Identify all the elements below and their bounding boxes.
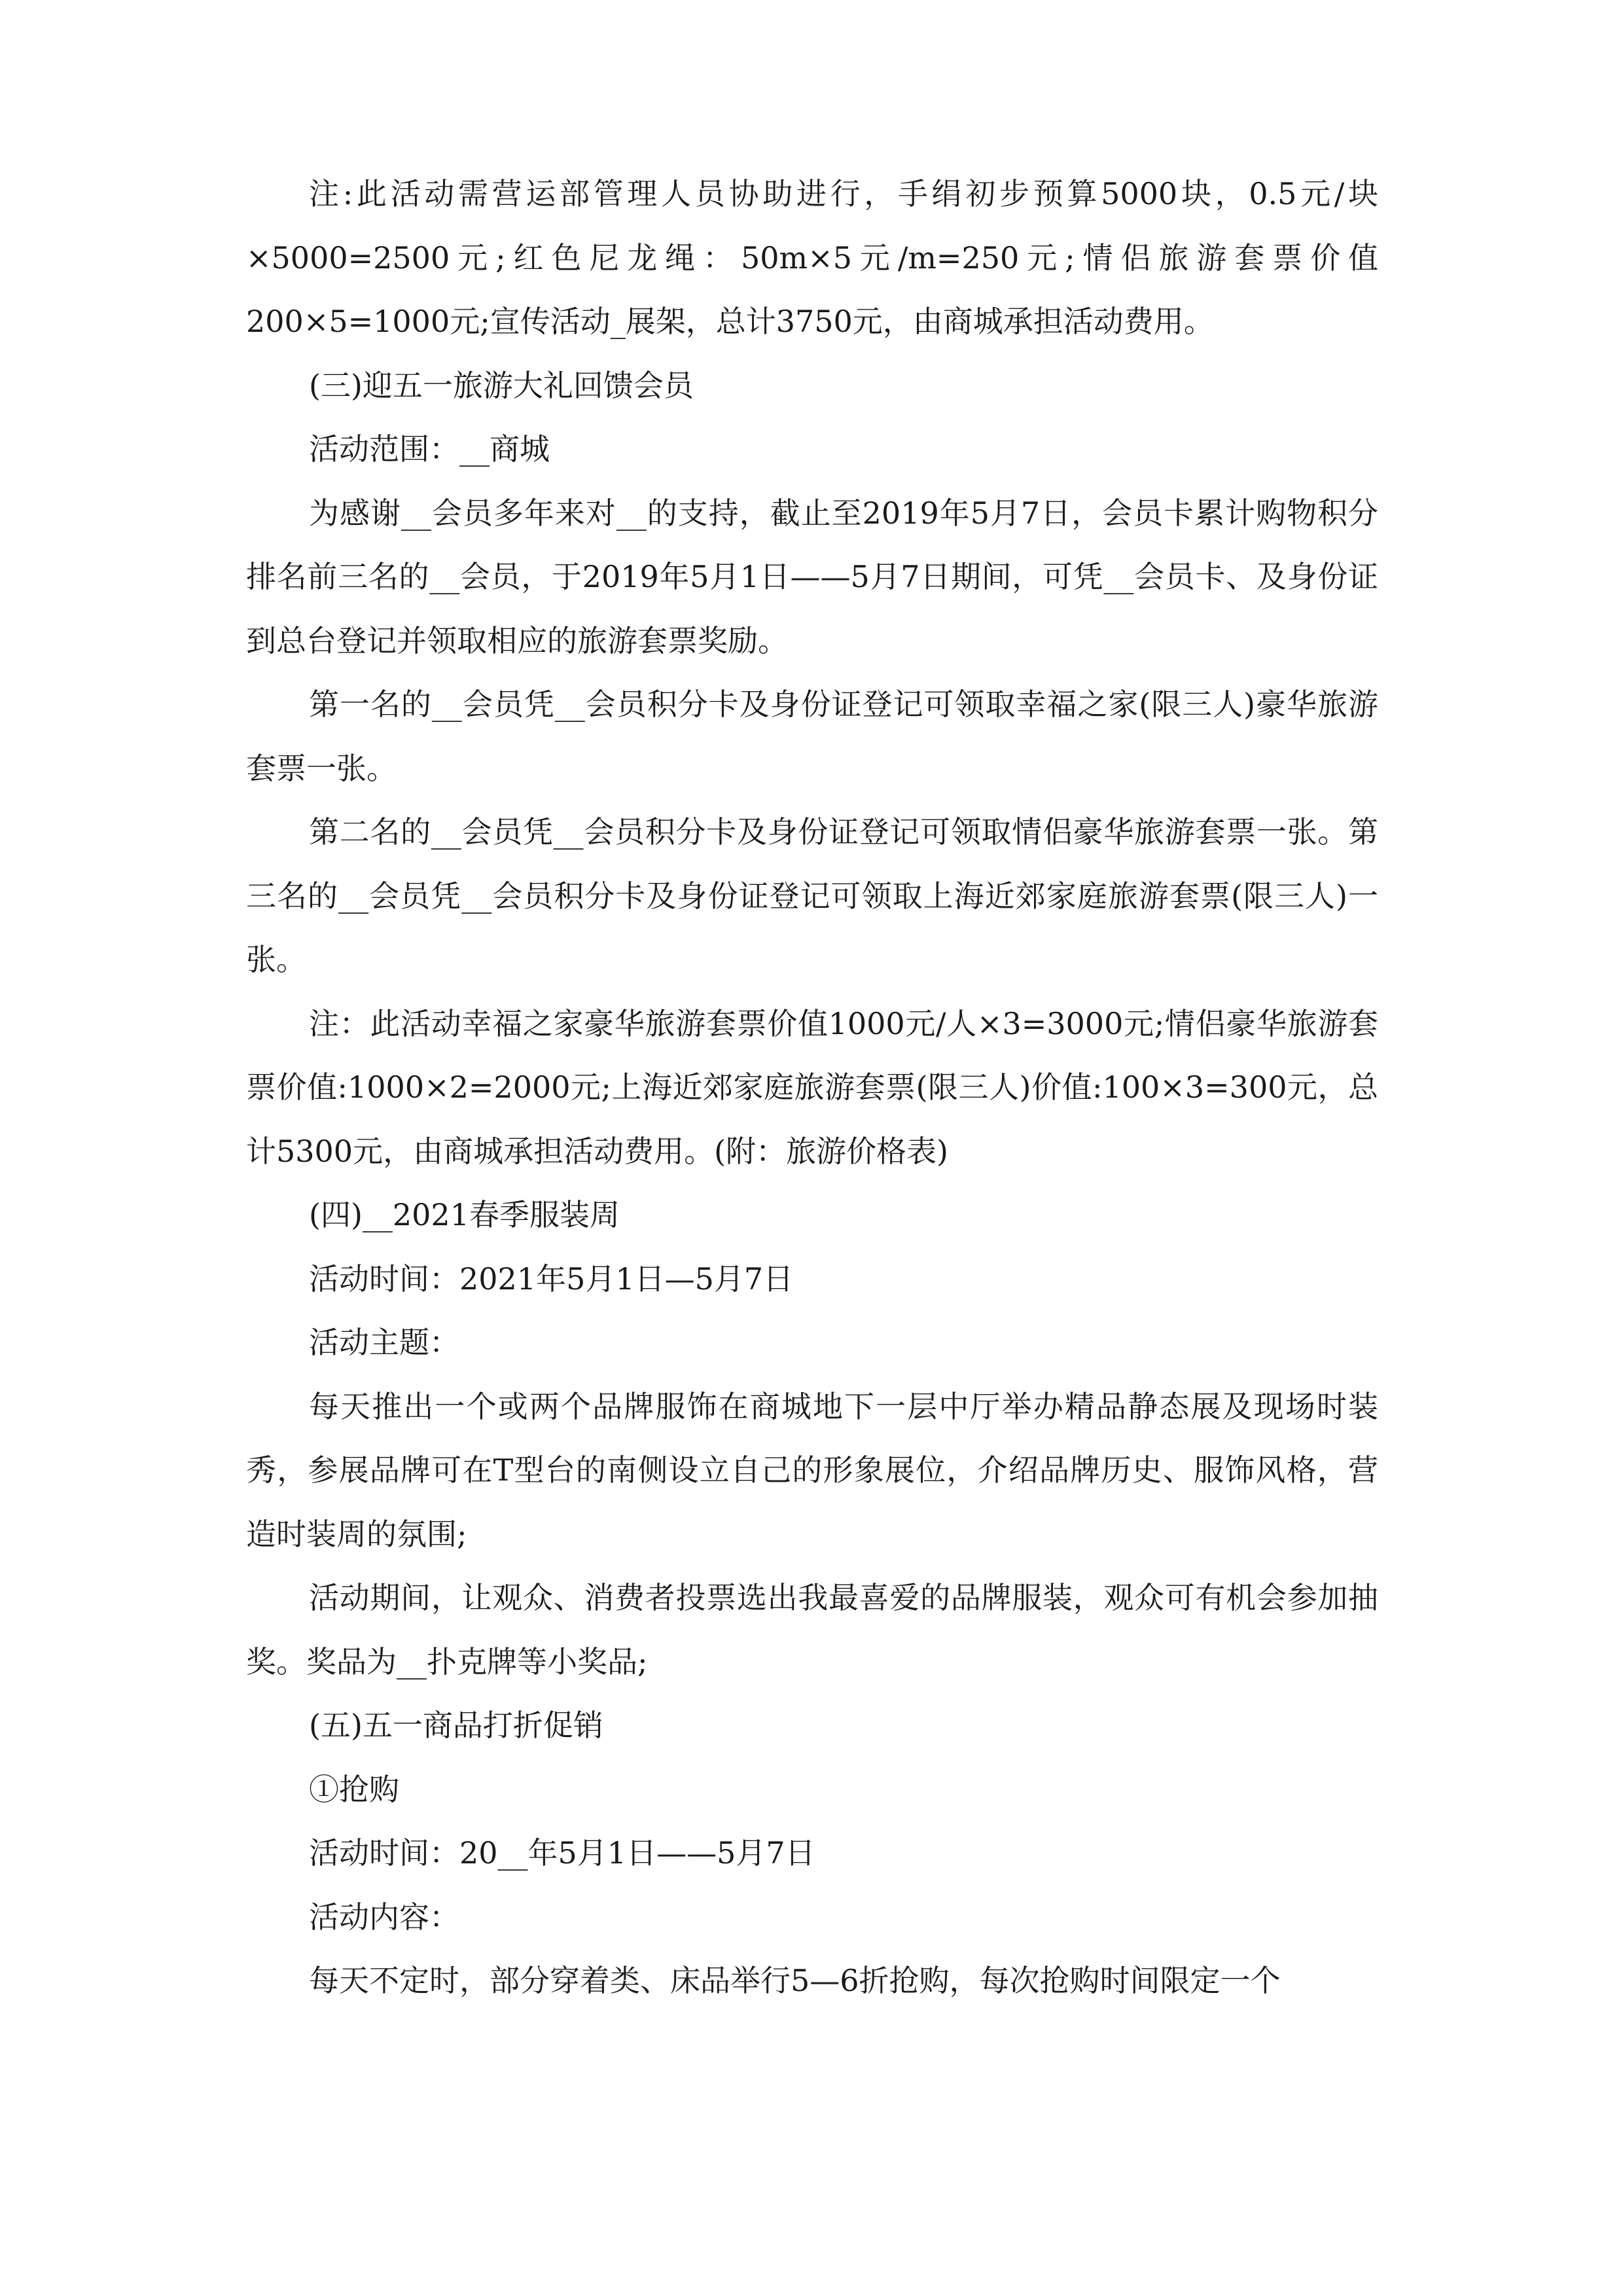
paragraph-vote-lottery: 活动期间，让观众、消费者投票选出我最喜爱的品牌服装，观众可有机会参加抽奖。奖品为__扑克牌等小奖品; <box>246 1580 1378 1679</box>
subsection-flash-sale: ①抢购 <box>309 1771 399 1807</box>
activity-scope-line: 活动范围：__商城 <box>309 431 550 467</box>
paragraph-fashion-show: 每天推出一个或两个品牌服饰在商城地下一层中厅举办精品静态展及现场时装秀，参展品牌可在T型台的南侧设立自己的形象展位，介绍品牌历史、服饰风格，营造时装周的氛围; <box>246 1388 1378 1552</box>
paragraph-second-third-prize: 第二名的__会员凭__会员积分卡及身份证登记可领取情侣豪华旅游套票一张。第三名的__会员凭__会员积分卡及身份证登记可领取上海近郊家庭旅游套票(限三人)一张。 <box>246 814 1378 977</box>
section-heading-travel-gift: (三)迎五一旅游大礼回馈会员 <box>309 367 694 403</box>
activity-theme-line: 活动主题： <box>309 1325 459 1360</box>
document-body <box>246 162 1378 2013</box>
flash-sale-content-line: 活动内容： <box>309 1899 459 1935</box>
paragraph-member-thanks: 为感谢__会员多年来对__的支持，截止至2019年5月7日，会员卡累计购物积分排名前三名的__会员，于2019年5月1日——5月7日期间，可凭__会员卡、及身份证到总台登记并领取相应的旅游套票奖励。 <box>246 495 1378 658</box>
section-heading-discount-promo: (五)五一商品打折促销 <box>309 1708 603 1743</box>
activity-time-line: 活动时间：2021年5月1日—5月7日 <box>309 1261 794 1297</box>
paragraph-note-travel-cost: 注：此活动幸福之家豪华旅游套票价值1000元/人×3=3000元;情侣豪华旅游套票价值:1000×2=2000元;上海近郊家庭旅游套票(限三人)价值:100×3=300元，总计5300元，由商城承担活动费用。(附：旅游价格表) <box>246 1005 1378 1169</box>
paragraph-flash-sale-detail: 每天不定时，部分穿着类、床品举行5—6折抢购，每次抢购时间限定一个 <box>309 1963 1281 1998</box>
section-heading-fashion-week: (四)__2021春季服装周 <box>309 1197 620 1232</box>
paragraph-first-prize: 第一名的__会员凭__会员积分卡及身份证登记可领取幸福之家(限三人)豪华旅游套票一张。 <box>246 687 1378 786</box>
flash-sale-time-line: 活动时间：20__年5月1日——5月7日 <box>309 1835 815 1871</box>
paragraph-note-handkerchief-budget: 注:此活动需营运部管理人员协助进行，手绢初步预算5000块，0.5元/块×5000=2500元;红色尼龙绳：50m×5元/m=250元;情侣旅游套票价值200×5=1000元;宣传活动_展架，总计3750元，由商城承担活动费用。 <box>246 176 1378 339</box>
